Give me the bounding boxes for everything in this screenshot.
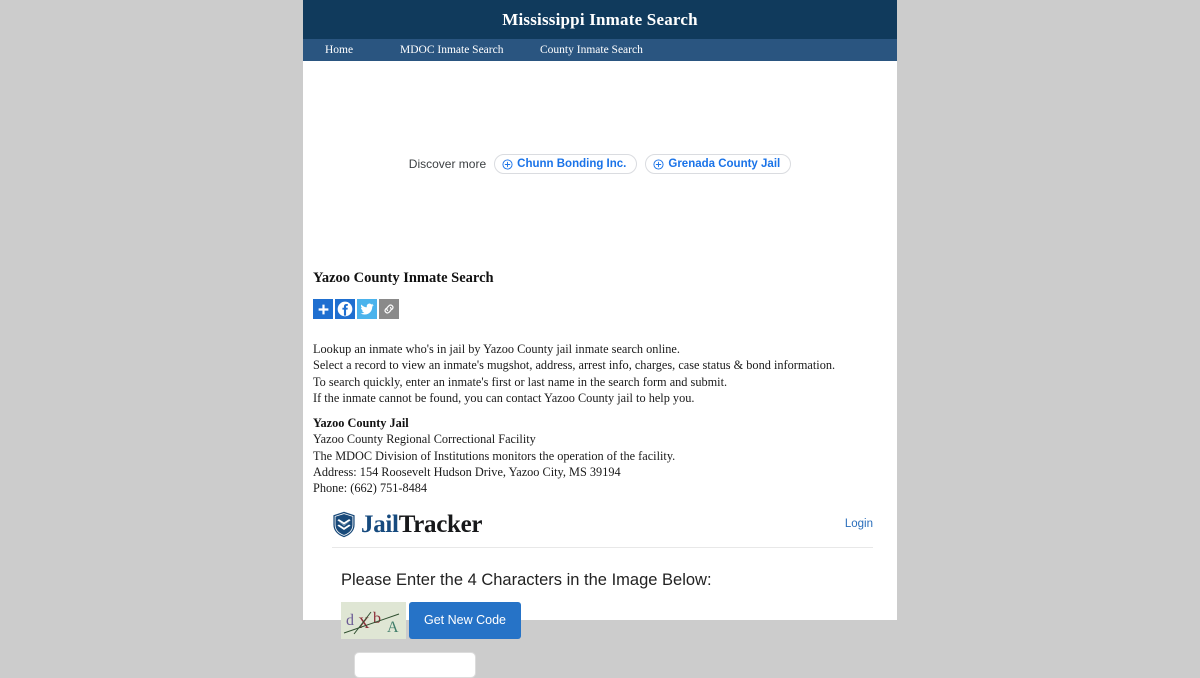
jailtracker-panel xyxy=(303,511,897,678)
link-icon xyxy=(382,302,396,316)
jailtracker-logo[interactable] xyxy=(332,511,482,538)
twitter-icon xyxy=(360,302,374,316)
captcha-heading: Please Enter the 4 Characters in the Image Below: xyxy=(341,570,712,589)
discover-more-row xyxy=(303,154,897,174)
jail-name: Yazoo County Jail xyxy=(313,416,409,431)
jail-info-line: The MDOC Division of Institutions monitors the operation of the facility. xyxy=(313,448,676,463)
share-facebook-button[interactable] xyxy=(335,299,355,319)
discover-chip-grenada-county-jail[interactable] xyxy=(645,154,791,174)
facebook-icon xyxy=(337,301,353,317)
jailtracker-wordmark xyxy=(361,512,482,537)
plus-icon xyxy=(317,303,330,316)
description-line: Lookup an inmate who's in jail by Yazoo County jail inmate search online. xyxy=(313,342,680,356)
nav-item-mdoc-inmate-search[interactable]: MDOC Inmate Search xyxy=(400,44,504,56)
discover-chip-label: Grenada County Jail xyxy=(668,158,781,170)
jail-address: Address: 154 Roosevelt Hudson Drive, Yazoo City, MS 39194 xyxy=(313,465,621,480)
svg-text:X: X xyxy=(358,614,370,632)
content-column xyxy=(303,0,897,636)
main-content xyxy=(303,261,897,497)
jailtracker-wordmark-jail: Jail xyxy=(361,510,399,538)
discover-chip-label: Chunn Bonding Inc. xyxy=(517,158,627,170)
jailtracker-wordmark-tracker: Tracker xyxy=(398,510,483,538)
svg-text:b: b xyxy=(373,609,381,627)
nav-item-county-inmate-search[interactable]: County Inmate Search xyxy=(540,44,643,56)
jail-phone: Phone: (662) 751-8484 xyxy=(313,481,428,496)
captcha-image xyxy=(341,602,406,639)
description-line: Select a record to view an inmate's mugshot, address, arrest info, charges, case status & bond information. xyxy=(313,358,836,373)
login-link[interactable]: Login xyxy=(844,518,873,531)
circle-plus-icon xyxy=(653,159,664,170)
jailtracker-header xyxy=(332,511,873,548)
share-copy-link-button[interactable] xyxy=(379,299,399,319)
share-twitter-button[interactable] xyxy=(357,299,377,319)
captcha-row xyxy=(341,602,849,639)
discover-chip-chunn-bonding[interactable] xyxy=(494,154,637,174)
captcha-section xyxy=(332,571,873,678)
advertisement-area xyxy=(303,61,897,261)
share-addthis-button[interactable] xyxy=(313,299,333,319)
main-navigation xyxy=(303,39,897,61)
page-title-header: Mississippi Inmate Search xyxy=(502,9,698,29)
circle-plus-icon xyxy=(502,159,513,170)
nav-item-home[interactable]: Home xyxy=(325,44,354,56)
site-header xyxy=(303,0,897,39)
discover-more-label: Discover more xyxy=(408,157,487,171)
captcha-input[interactable] xyxy=(354,652,476,678)
jail-info-block xyxy=(313,415,887,496)
captcha-characters-image xyxy=(341,602,406,639)
page-title: Yazoo County Inmate Search xyxy=(313,270,494,286)
description-line: To search quickly, enter an inmate's first or last name in the search form and submit. xyxy=(313,374,728,389)
svg-text:d: d xyxy=(346,611,354,629)
shield-chevron-icon xyxy=(332,511,356,538)
description-line: If the inmate cannot be found, you can contact Yazoo County jail to help you. xyxy=(313,390,695,405)
svg-text:A: A xyxy=(387,618,399,636)
jail-info-line: Yazoo County Regional Correctional Facility xyxy=(313,432,536,447)
share-buttons xyxy=(313,299,887,319)
get-new-code-button[interactable]: Get New Code xyxy=(409,602,521,639)
